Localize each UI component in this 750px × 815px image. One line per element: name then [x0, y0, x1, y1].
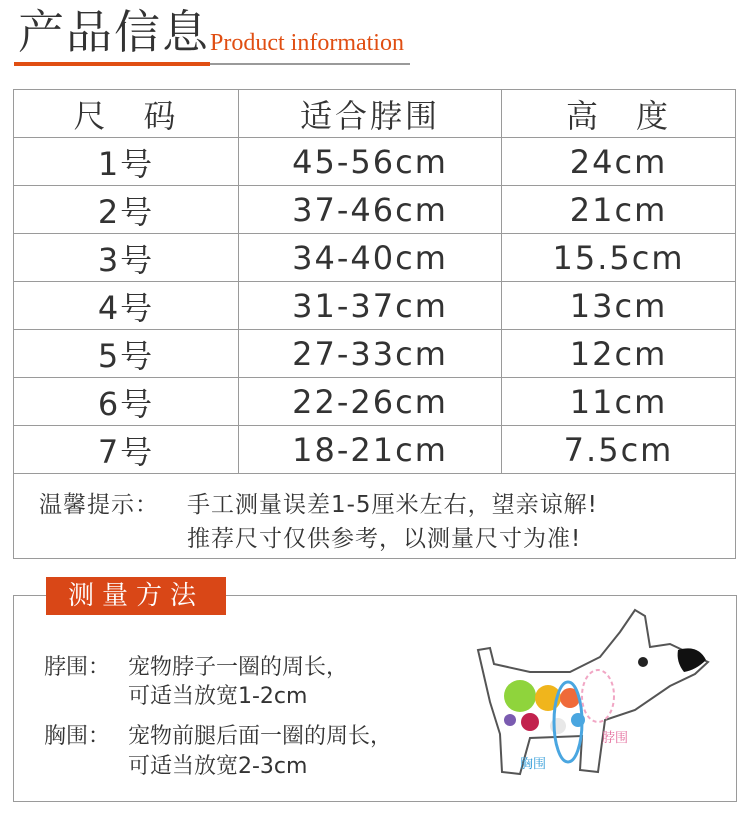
header-underline-gray	[210, 63, 410, 65]
table-row	[14, 138, 736, 186]
cell-size: 5号	[14, 330, 239, 378]
chest-label: 胸围：	[44, 724, 111, 749]
note-row	[14, 474, 736, 559]
column-header-size: 尺 码	[14, 90, 239, 138]
cell-neck: 27-33cm	[239, 330, 502, 378]
cell-height: 11cm	[502, 378, 736, 426]
cell-neck: 34-40cm	[239, 234, 502, 282]
cell-height: 12cm	[502, 330, 736, 378]
table-row	[14, 330, 736, 378]
dog-neck-tag: 脖围	[602, 731, 629, 746]
chest-desc-line-1: 宠物前腿后面一圈的周长，	[128, 724, 393, 749]
cell-size: 6号	[14, 378, 239, 426]
column-header-height: 高 度	[502, 90, 736, 138]
cell-size: 4号	[14, 282, 239, 330]
header-title-cn: 产品信息	[18, 5, 210, 59]
table-row	[14, 378, 736, 426]
cell-neck: 31-37cm	[239, 282, 502, 330]
note-line-1: 手工测量误差1-5厘米左右，望亲谅解!	[187, 492, 598, 518]
size-table	[13, 89, 736, 559]
cell-height: 7.5cm	[502, 426, 736, 474]
cell-height: 13cm	[502, 282, 736, 330]
cell-neck: 37-46cm	[239, 186, 502, 234]
table-row	[14, 234, 736, 282]
cell-size: 1号	[14, 138, 239, 186]
measure-title: 测量方法	[67, 581, 204, 611]
cell-neck: 22-26cm	[239, 378, 502, 426]
table-row	[14, 186, 736, 234]
neck-desc-line-1: 宠物脖子一圈的周长，	[128, 655, 349, 680]
neck-desc-line-2: 可适当放宽1-2cm	[128, 684, 308, 709]
table-row	[14, 426, 736, 474]
dog-illustration	[470, 602, 710, 792]
cell-size: 2号	[14, 186, 239, 234]
measure-title-tab	[46, 577, 226, 615]
header-underline-accent	[14, 62, 210, 66]
neck-label: 脖围：	[44, 655, 111, 680]
cell-neck: 18-21cm	[239, 426, 502, 474]
dog-chest-tag: 胸围	[520, 757, 547, 772]
header-title-en: Product information	[210, 30, 404, 56]
column-header-neck: 适合脖围	[239, 90, 502, 138]
cell-height: 24cm	[502, 138, 736, 186]
table-row	[14, 282, 736, 330]
cell-height: 21cm	[502, 186, 736, 234]
cell-height: 15.5cm	[502, 234, 736, 282]
note-label: 温馨提示：	[39, 492, 159, 518]
chest-desc-line-2: 可适当放宽2-3cm	[128, 754, 308, 779]
table-header-row	[14, 90, 736, 138]
page-header	[14, 4, 404, 66]
cell-neck: 45-56cm	[239, 138, 502, 186]
cell-size: 3号	[14, 234, 239, 282]
note-cell	[14, 474, 736, 559]
note-line-2: 推荐尺寸仅供参考，以测量尺寸为准!	[187, 526, 582, 552]
cell-size: 7号	[14, 426, 239, 474]
